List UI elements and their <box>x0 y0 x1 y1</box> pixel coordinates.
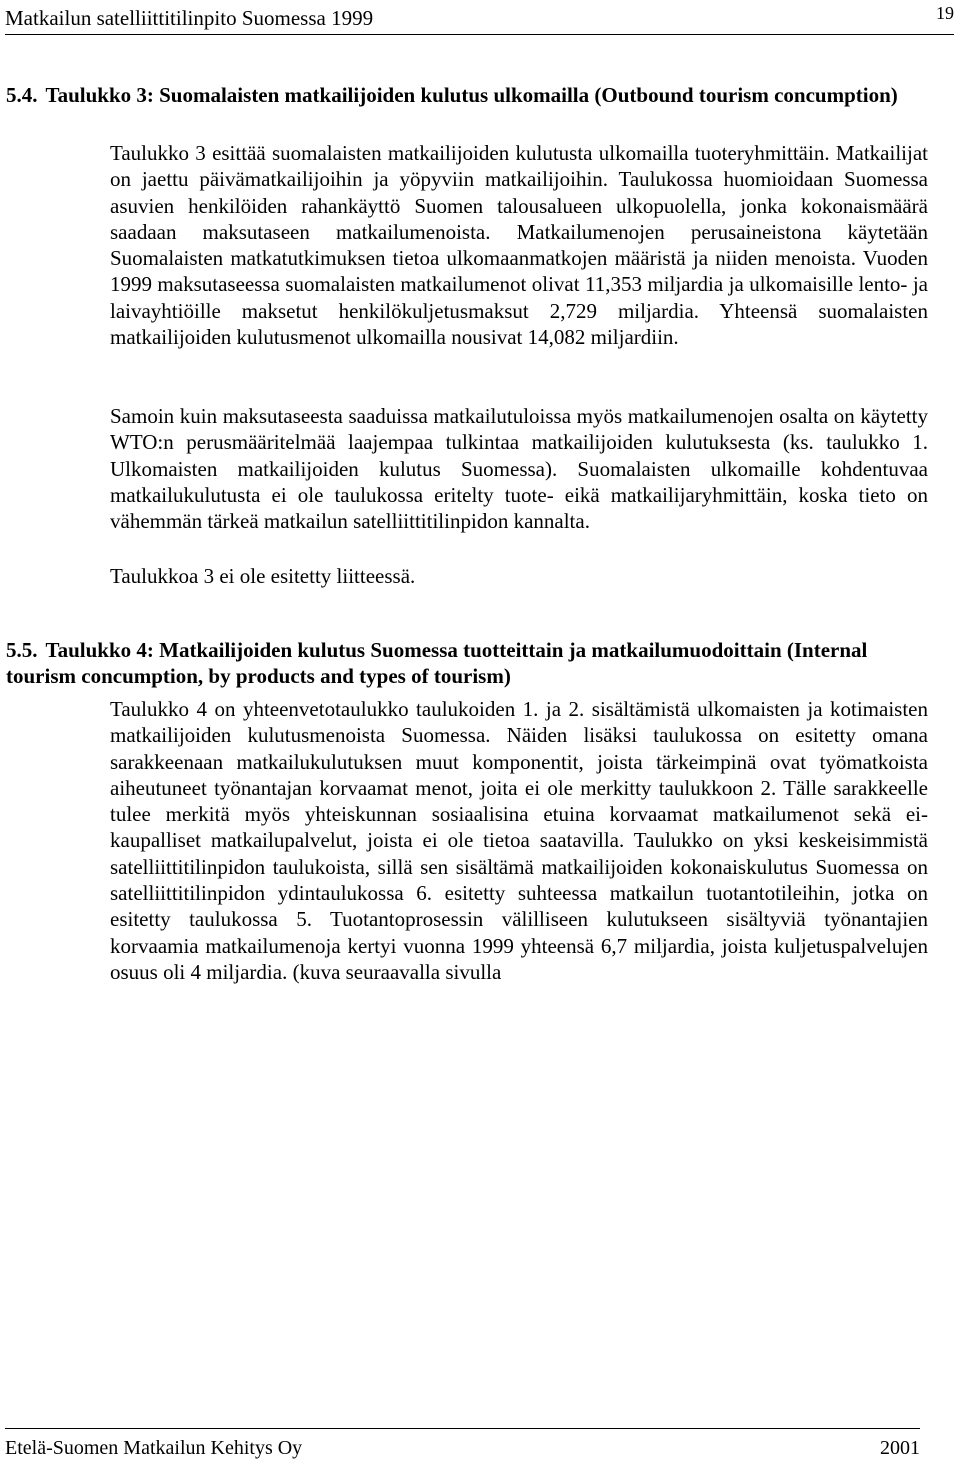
section-number: 5.4. <box>6 83 38 107</box>
section-title: Taulukko 4: Matkailijoiden kulutus Suomessa tuotteittain ja matkailumuodoittain (Internal tourism concumption, by products and types of tourism) <box>6 638 868 688</box>
section-title: Taulukko 3: Suomalaisten matkailijoiden kulutus ulkomailla (Outbound tourism concumption) <box>45 83 898 107</box>
footer-organization: Etelä-Suomen Matkailun Kehitys Oy <box>5 1437 303 1459</box>
footer-year: 2001 <box>880 1437 920 1459</box>
section-number: 5.5. <box>6 638 38 662</box>
page-footer <box>5 1428 920 1462</box>
page-number: 19 <box>936 3 954 23</box>
running-title: Matkailun satelliittitilinpito Suomessa 1999 <box>5 6 374 30</box>
paragraph: Samoin kuin maksutaseesta saaduissa matkailutuloissa myös matkailumenojen osalta on käytetty WTO:n perusmääritelmää laajempaa tulkintaa matkailijoiden kulutuksesta (ks. taulukko 1. Ulkomaisten matkailijoiden kulutus Suomessa). Suomalaisten ulkomaille kohdentuvaa matkailukulutusta ei ole taulukossa eritelty tuote- eikä matkailijaryhmittäin, koska tieto on vähemmän tärkeä matkailun satelliittitilinpidon kannalta. <box>110 404 928 534</box>
paragraph: Taulukkoa 3 ei ole esitetty liitteessä. <box>110 564 416 588</box>
paragraph: Taulukko 4 on yhteenvetotaulukko taulukoiden 1. ja 2. sisältämistä ulkomaisten ja kotimaisten matkailijoiden kulutusmenoista Suomessa. Näiden lisäksi taulukossa on esitetty omana sarakkeenaan matkailukulutuksen muut komponentit, joista tärkeimpinä ovat työmatkoista aiheutuneet työnantajan korvaamat menot, joita ei ole merkitty taulukkoon 2. Tälle sarakkeelle tulee merkitä myös yhteiskunnan sosiaalisina etuina korvaamat matkailumenot sekä ei-kaupalliset matkailupalvelut, joista ei ole tietoa saatavilla. Taulukko on yksi keskeisimmistä satelliittitilinpidon taulukoista, sillä sen sisältämä matkailijoiden kokonaiskulutus Suomessa on satelliittitilinpidon ydintaulukossa 6. esitetty suhteessa matkailun tuotantotileihin, jotka on esitetty taulukossa 5. Tuotantoprosessin välilliseen kulutukseen sisältyviä työnantajien korvaamia matkailumenoja kertyi vuonna 1999 yhteensä 6,7 miljardia, joista kuljetuspalvelujen osuus oli 4 miljardia. (kuva seuraavalla sivulla <box>110 697 928 984</box>
paragraph: Taulukko 3 esittää suomalaisten matkailijoiden kulutusta ulkomailla tuoteryhmittäin. Matkailijat on jaettu päivämatkailijoihin ja yöpyviin matkailijoihin. Taulukossa huomioidaan Suomessa asuvien henkilöiden rahankäyttö Suomen talousalueen ulkopuolella, jonka kokonaismäärä saadaan maksutaseen matkailumenoista. Matkailumenojen perusaineistona käytetään Suomalaisten matkatutkimuksen tietoa ulkomaanmatkojen määristä ja niiden menoista. Vuoden 1999 maksutaseessa suomalaisten matkailumenot olivat 11,353 miljardia ja ulkomaisille lento- ja laivayhtiöille maksetut henkilökuljetusmaksut 2,729 miljardia. Yhteensä suomalaisten matkailijoiden kulutusmenot ulkomailla nousivat 14,082 miljardiin. <box>110 141 928 350</box>
section-heading-5-4 <box>6 82 926 108</box>
page-header <box>5 0 954 35</box>
section-heading-5-5 <box>6 637 926 689</box>
